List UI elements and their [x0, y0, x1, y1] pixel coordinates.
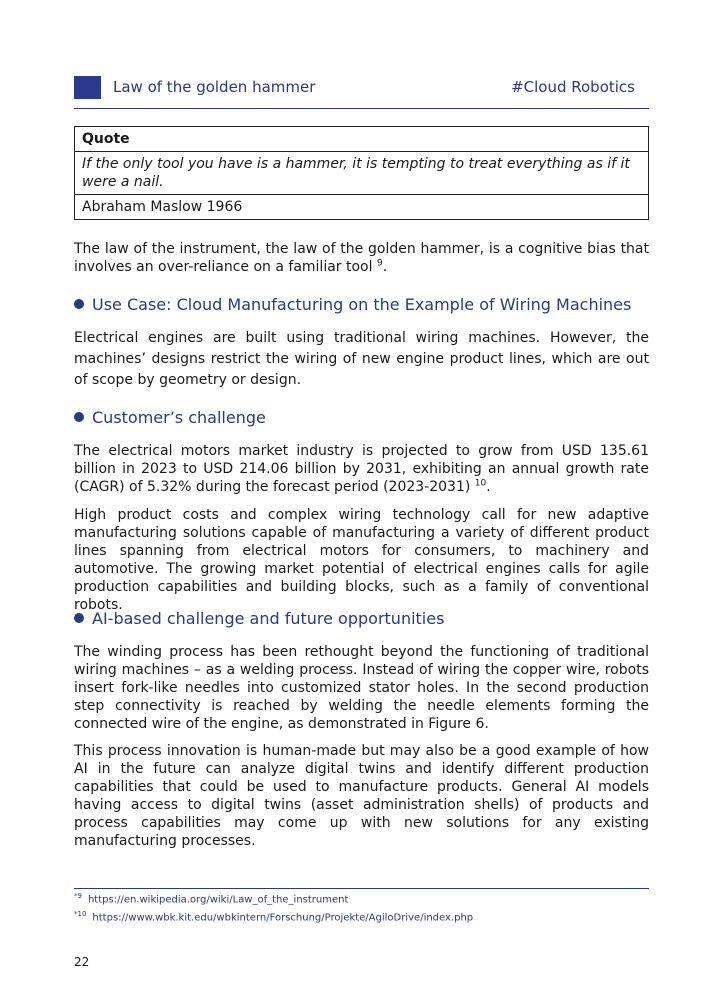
quote-box: [74, 126, 649, 220]
header-tag: #Cloud Robotics: [511, 78, 635, 96]
paragraph-end: .: [486, 479, 491, 495]
header-title: Law of the golden hammer: [113, 78, 316, 96]
ai-challenge-paragraph-1: The winding process has been rethought beyond the functioning of traditional wiring machines – as a welding process. Instead of wiring the copper wire, robots insert fork-like needles into customized stator holes. In the second production step connectivity is reached by welding the needle elements forming the connected wire of the engine, as demonstrated in Figure 6.: [74, 644, 649, 732]
section-heading-text: AI-based challenge and future opportunities: [92, 609, 445, 628]
customer-challenge-paragraph-2: High product costs and complex wiring technology call for new adaptive manufacturing solutions capable of manufacturing a variety of different product lines spanning from electrical motors for consumers, to machinery and automotive. The growing market potential of electrical engines calls for agile production capabilities and building blocks, such as a family of conventional robots.: [74, 507, 649, 613]
footnote-link[interactable]: https://www.wbk.kit.edu/wbkintern/Forschung/Projekte/AgiloDrive/index.php: [92, 912, 474, 924]
ai-challenge-paragraph-2: This process innovation is human-made but may also be a good example of how AI in the future can analyze digital twins and identify different production capabilities that could be used to manufacture products. General AI models having access to digital twins (asset administration shells) of products and process capabilities may come up with new solutions for any existing manufacturing processes.: [74, 743, 649, 849]
section-heading-customer-challenge: [74, 408, 649, 428]
customer-challenge-paragraph-1: [74, 442, 649, 496]
intro-end: .: [382, 259, 388, 275]
footnote-divider: [74, 888, 649, 889]
section-heading-ai-challenge: [74, 609, 649, 629]
quote-author: Abraham Maslow 1966: [82, 199, 243, 215]
footnote-number: *10: [74, 910, 87, 918]
paragraph-text: The electrical motors market industry is projected to grow from USD 135.61 billion in 2023 to USD 214.06 billion by 2031, exhibiting an annual growth rate (CAGR) of 5.32% during the forecast period (2023-2031): [74, 443, 649, 495]
section-heading-text: Use Case: Cloud Manufacturing on the Example of Wiring Machines: [92, 295, 632, 314]
section-heading-text: Customer’s challenge: [92, 408, 266, 427]
quote-text: If the only tool you have is a hammer, it is tempting to treat everything as if it were a nail.: [75, 152, 648, 195]
page-header: [74, 74, 649, 109]
use-case-paragraph: Electrical engines are built using traditional wiring machines. However, the machines’ designs restrict the wiring of new engine product lines, which are out of scope by geometry or design.: [74, 330, 649, 388]
header-square-icon: [74, 76, 101, 99]
bullet-icon: [74, 299, 84, 309]
footnote-ref-10: 10: [474, 478, 487, 489]
intro-text: The law of the instrument, the law of the golden hammer, is a cognitive bias that involves an over-reliance on a familiar tool: [74, 241, 649, 275]
footnote-10: [74, 910, 473, 923]
footnote-ref-9: 9: [376, 258, 383, 269]
section-heading-use-case: [74, 295, 649, 315]
footnote-link[interactable]: https://en.wikipedia.org/wiki/Law_of_the_instrument: [87, 894, 349, 906]
intro-paragraph: [74, 240, 649, 276]
bullet-icon: [74, 412, 84, 422]
bullet-icon: [74, 613, 84, 623]
quote-heading: Quote: [75, 127, 648, 152]
footnote-number: *9: [74, 892, 82, 900]
footnote-9: [74, 892, 348, 905]
page-number: 22: [74, 955, 90, 969]
